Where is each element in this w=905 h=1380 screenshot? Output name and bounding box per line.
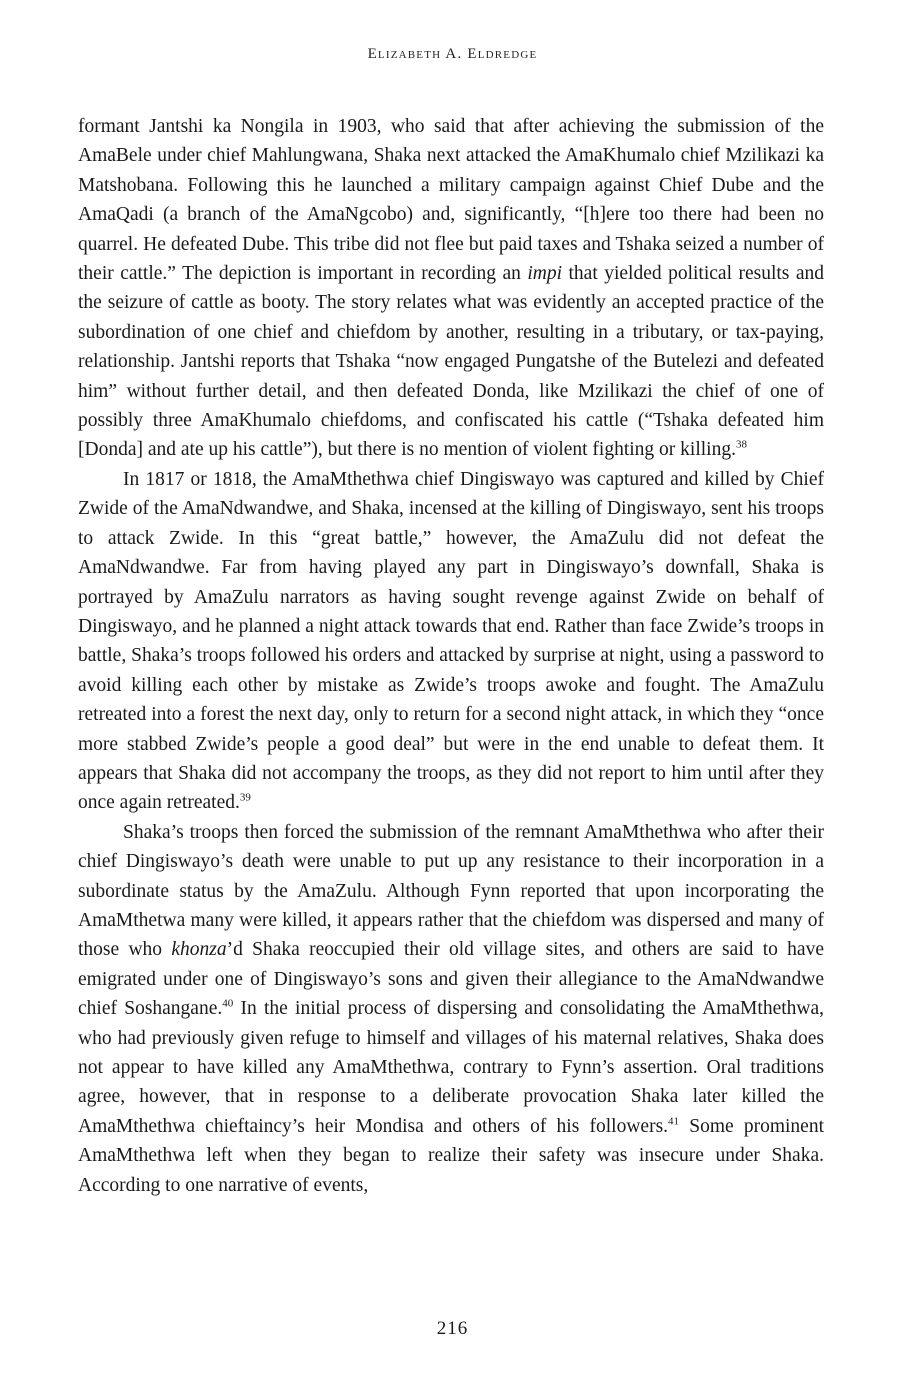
text-segment: formant Jantshi ka Nongila in 1903, who said that after achieving the submission of the AmaBele under chief Mahlungwana, Shaka next attacked the AmaKhumalo chief Mzilikazi ka Matshobana. Following this he launched a military campaign against Chief Dube and the AmaQadi (a branch of the AmaNgcobo) and, significantly, “[h]ere too there had been no quarrel. He defeated Dube. This tribe did not flee but paid taxes and Tshaka seized a number of their cattle.” The depiction is important in recording an	[78, 116, 824, 285]
text-segment: In the initial process of dispersing and consolidating the AmaMthethwa, who had previously given refuge to himself and villages of his maternal relatives, Shaka does not appear to have killed any AmaMthethwa, contrary to Fynn’s assertion. Oral traditions agree, however, that in response to a deliberate provocation Shaka later killed the AmaMthethwa chieftaincy’s heir Mondisa and others of his followers.	[78, 998, 824, 1137]
paragraph-3	[78, 818, 824, 1200]
footnote-ref[interactable]: 40	[222, 997, 234, 1010]
text-segment: ’d Shaka reoccupied their old village sites, and others are said to have emigrated under one of Dingiswayo’s sons and given their allegiance to the AmaNdwandwe chief Soshangane.	[78, 939, 824, 1020]
italic-term: khonza	[171, 939, 227, 961]
text-segment: Some prominent AmaMthethwa left when they began to realize their safety was insecure under Shaka. According to one narrative of events,	[78, 1115, 825, 1196]
paragraph-1	[78, 112, 824, 465]
text-segment: that yielded political results and the seizure of cattle as booty. The story relates what was evidently an accepted practice of the subordination of one chief and chiefdom by another, resulting in a tributary, or tax-paying, relationship. Jantshi reports that Tshaka “now engaged Pungatshe of the Butelezi and defeated him” without further detail, and then defeated Donda, like Mzilikazi the chief of one of possibly three AmaKhumalo chiefdoms, and confiscated his cattle (“Tshaka defeated him [Donda] and ate up his cattle”), but there is no mention of violent fighting or killing.	[78, 263, 825, 461]
text-segment: In 1817 or 1818, the AmaMthethwa chief Dingiswayo was captured and killed by Chief Zwide of the AmaNdwandwe, and Shaka, incensed at the killing of Dingiswayo, sent his troops to attack Zwide. In this “great battle,” however, the AmaZulu did not defeat the AmaNdwandwe. Far from having played any part in Dingiswayo’s downfall, Shaka is portrayed by AmaZulu narrators as having sought revenge against Zwide on behalf of Dingiswayo, and he planned a night attack towards that end. Rather than face Zwide’s troops in battle, Shaka’s troops followed his orders and attacked by surprise at night, using a password to avoid killing each other by mistake as Zwide’s troops awoke and fought. The AmaZulu retreated into a forest the next day, only to return for a second night attack, in which they “once more stabbed Zwide’s people a good deal” but were in the end unable to defeat them. It appears that Shaka did not accompany the troops, as they did not report to him until after they once again retreated.	[78, 468, 824, 814]
running-head: Elizabeth A. Eldredge	[367, 46, 538, 62]
text-segment: Shaka’s troops then forced the submission of the remnant AmaMthethwa who after their chief Dingiswayo’s death were unable to put up any resistance to their incorporation in a subordinate status by the AmaZulu. Although Fynn reported that upon incorporating the AmaMthetwa many were killed, it appears rather that the chiefdom was dispersed and many of those who	[78, 821, 824, 961]
italic-term: impi	[527, 263, 563, 285]
paragraph-2	[78, 465, 824, 818]
body-text	[78, 112, 824, 1200]
footnote-ref[interactable]: 41	[668, 1115, 680, 1128]
footnote-ref[interactable]: 39	[239, 791, 251, 804]
page-number: 216	[436, 1318, 469, 1339]
footnote-ref[interactable]: 38	[735, 438, 747, 451]
